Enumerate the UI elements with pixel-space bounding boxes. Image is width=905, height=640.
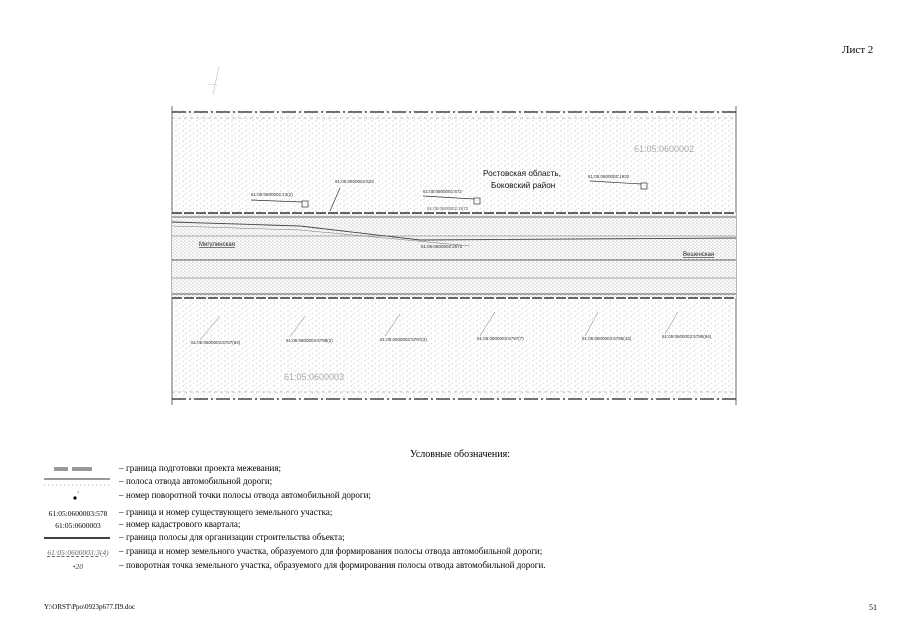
- legend-symbol-text-3: 61:05:0600003:578: [48, 509, 108, 518]
- legend-desc-7: поворотная точка земельного участка, образуемого для формирования полосы отвода автомобильной дороги.: [126, 560, 546, 570]
- parcel-label-top-3: 61:05:0600002:2672: [427, 206, 469, 211]
- parcel-label-top-1: 61:05:0600002:523: [335, 179, 374, 184]
- dotted-band-icon: [44, 476, 112, 489]
- legend-desc-6: граница и номер земельного участка, образуемого для формирования полосы отвода автомобильной дороги;: [126, 546, 543, 556]
- solid-line-icon: [44, 532, 112, 545]
- sheet-label: Лист 2: [842, 44, 874, 56]
- legend-row-4: 61:05:0600003 – номер кадастрового квартала;: [44, 519, 844, 532]
- legend-row-0: – граница подготовки проекта межевания;: [44, 463, 844, 476]
- footer-file-path: Y:\ORST\Ppo\0923p677.П9.doc: [44, 603, 136, 611]
- legend-desc-5: граница полосы для организации строительства объекта;: [126, 532, 345, 542]
- dashed-gray-line-icon: [44, 463, 112, 476]
- legend-row-2: 7 – номер поворотной точки полосы отвода автомобильной дороги;: [44, 490, 844, 503]
- parcel-label-bottom-2: 61:05:0600003:5797(3): [380, 337, 427, 342]
- legend-desc-4: номер кадастрового квартала;: [126, 519, 241, 529]
- legend-row-7: •20 – поворотная точка земельного участка, образуемого для формирования полосы отвода автомобильной дороги.: [44, 560, 844, 573]
- legend-desc-2: номер поворотной точки полосы отвода автомобильной дороги;: [126, 490, 371, 500]
- quarter-label-bottom: 61:05:0600003: [284, 372, 345, 382]
- quarter-label-top: 61:05:0600002: [634, 144, 695, 154]
- legend-symbol-text-6: 61:05:0600003:3(4): [47, 548, 109, 557]
- legend-symbol-text-7: •20: [72, 562, 84, 571]
- place-label-right: Вешенская: [683, 252, 715, 258]
- svg-text:7: 7: [77, 490, 80, 495]
- road-parcel-label: 61:05:0600002:2672: [421, 244, 463, 249]
- place-label-left: Мигулинская: [199, 242, 235, 248]
- region-label-line2: Боковский район: [491, 181, 556, 190]
- legend-desc-0: граница подготовки проекта межевания;: [126, 463, 282, 473]
- parcel-label-bottom-3: 61:05:0600003:5797(7): [477, 336, 524, 341]
- parcel-label-bottom-5: 61:05:0600003:5795(94): [662, 334, 712, 339]
- legend-row-1: – полоса отвода автомобильной дороги;: [44, 476, 844, 489]
- parcel-label-bottom-4: 61:05:0600003:5795(43): [582, 336, 632, 341]
- region-label-line1: Ростовская область,: [483, 169, 561, 178]
- legend-desc-3: граница и номер существующего земельного участка;: [126, 507, 333, 517]
- parcel-label-bottom-0: 61:05:0600003:5707(84): [191, 340, 241, 345]
- road-corridor: [172, 213, 736, 298]
- legend-row-3: 61:05:0600003:578 – граница и номер существующего земельного участка;: [44, 507, 844, 520]
- legend-row-6: 61:05:0600003:3(4) – граница и номер земельного участка, образуемого для формирования полосы отвода автомобильной дороги;: [44, 546, 844, 559]
- legend-symbol-text-4: 61:05:0600003: [55, 521, 101, 530]
- parcel-label-top-2: 61:05:0600002:672: [423, 189, 462, 194]
- turn-point-dot-icon: [44, 490, 112, 503]
- legend-desc-1: полоса отвода автомобильной дороги;: [126, 476, 273, 486]
- north-arrow-icon: [208, 66, 219, 95]
- parcel-label-bottom-1: 61:05:0600003:5798(2): [286, 338, 333, 343]
- legend-title: Условные обозначения:: [409, 449, 510, 460]
- legend-row-5: – граница полосы для организации строительства объекта;: [44, 532, 844, 545]
- parcel-label-top-4: 61:05:0600002:1932: [588, 174, 630, 179]
- footer-page-number: 51: [869, 603, 877, 612]
- parcel-label-top-0: 61:05:0600002:13(2): [251, 192, 293, 197]
